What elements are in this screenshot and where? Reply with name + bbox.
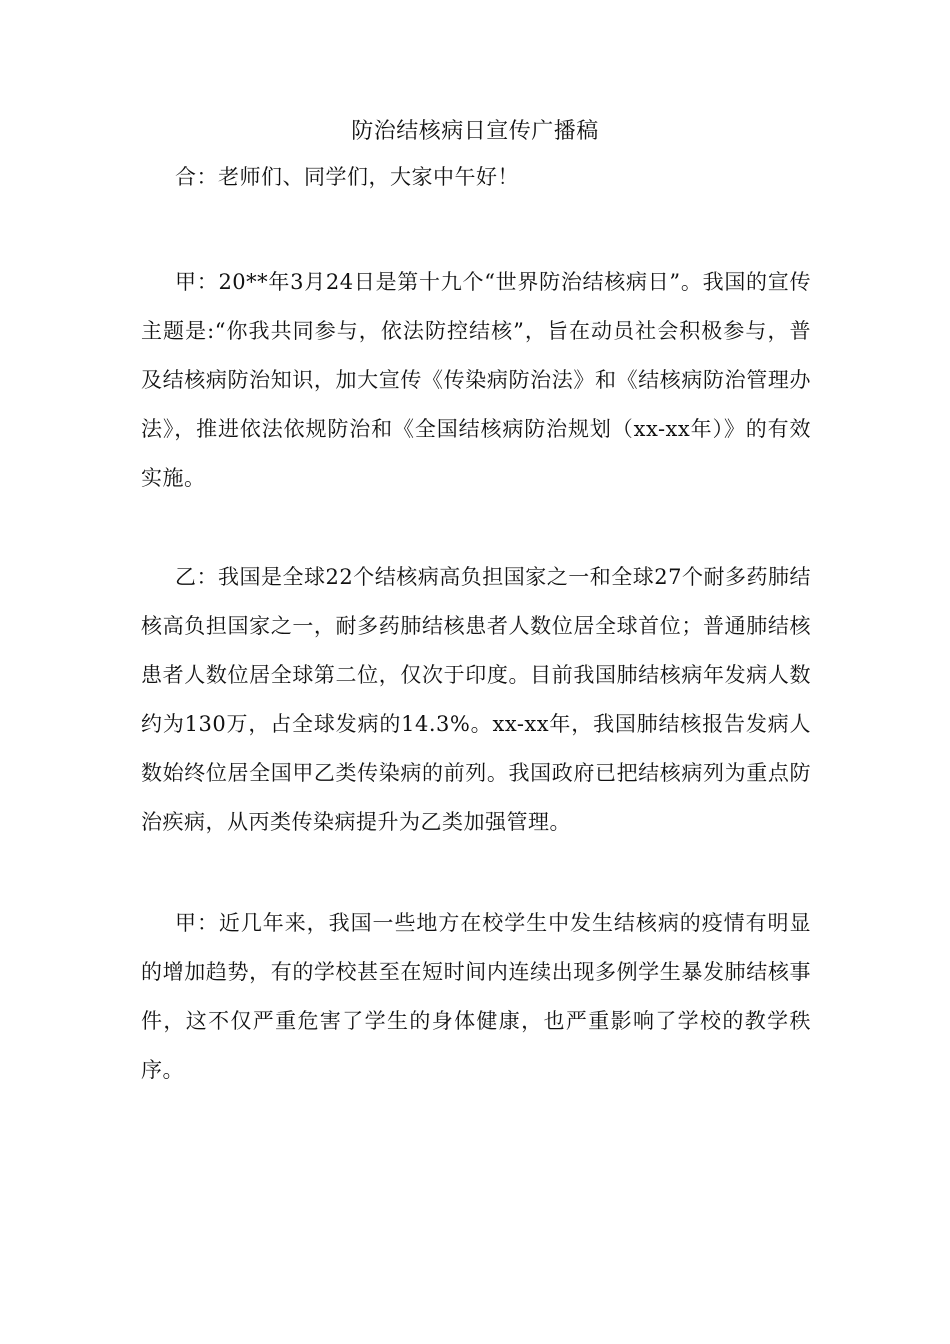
document-title: 防治结核病日宣传广播稿	[351, 119, 599, 144]
paragraph-jia-2: 甲：近几年来，我国一些地方在校学生中发生结核病的疫情有明显的增加趋势，有的学校甚至在短时间内连续出现多例学生暴发肺结核事件，这不仅严重危害了学生的身体健康，也严重影响了学校的教学秩序。	[141, 911, 811, 1082]
greeting-line: 合：老师们、同学们，大家中午好！	[175, 165, 519, 189]
paragraph-yi: 乙：我国是全球22个结核病高负担国家之一和全球27个耐多药肺结核高负担国家之一，耐多药肺结核患者人数位居全球首位；普通肺结核患者人数位居全球第二位，仅次于印度。目前我国肺结核病年发病人数约为130万，占全球发病的14.3%。xx-xx年，我国肺结核报告发病人数始终位居全国甲乙类传染病的前列。我国政府已把结核病列为重点防治疾病，从丙类传染病提升为乙类加强管理。	[141, 565, 811, 834]
paragraph-jia-1: 甲：20**年3月24日是第十九个“世界防治结核病日”。我国的宣传主题是:“你我共同参与，依法防控结核”，旨在动员社会积极参与，普及结核病防治知识，加大宣传《传染病防治法》和《结核病防治管理办法》，推进依法依规防治和《全国结核病防治规划（xx-xx年）》的有效实施。	[141, 270, 811, 490]
